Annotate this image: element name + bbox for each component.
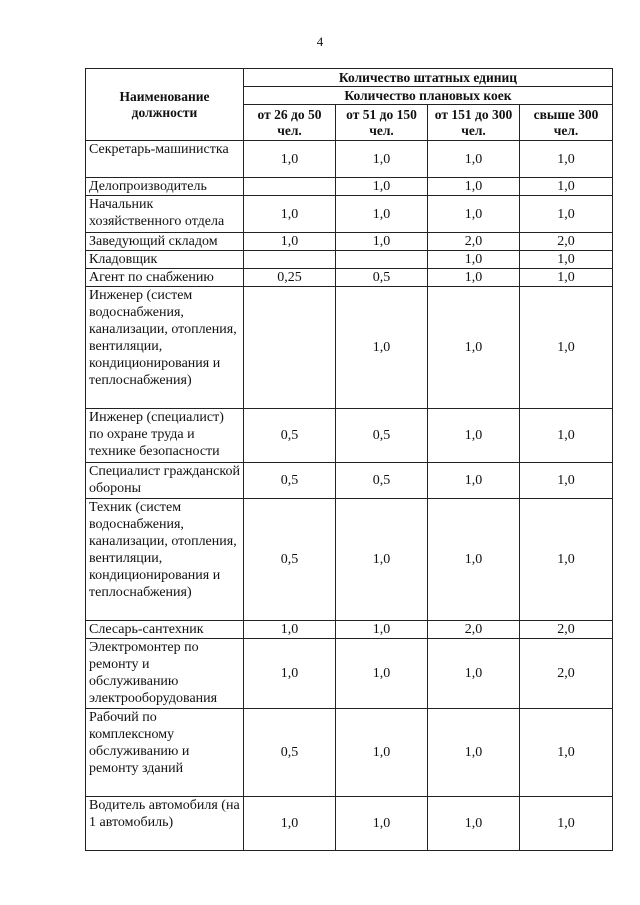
staff-value: 0,5 [336,409,428,463]
staff-value: 1,0 [520,709,613,797]
staff-value: 1,0 [520,287,613,409]
staff-value: 1,0 [428,639,520,709]
staff-value: 1,0 [428,178,520,196]
staff-value: 1,0 [520,251,613,269]
table-row [86,141,613,178]
position-name: Инженер (систем водоснабжения, канализации, отопления, вентиляции, кондиционирования и теплоснабжения) [86,287,244,409]
staff-value: 0,5 [244,499,336,621]
position-name: Электромонтер по ремонту и обслуживанию электрооборудования [86,639,244,709]
staff-value: 1,0 [428,409,520,463]
staff-value: 1,0 [520,141,613,178]
table-row [86,287,613,409]
table-row [86,797,613,851]
staff-value: 0,5 [244,463,336,499]
staff-value: 1,0 [336,499,428,621]
position-name: Делопроизводитель [86,178,244,196]
staff-value: 2,0 [428,233,520,251]
table-row [86,621,613,639]
staff-value: 1,0 [428,499,520,621]
table-row [86,251,613,269]
table-row [86,463,613,499]
staff-value: 1,0 [336,178,428,196]
staff-value: 1,0 [336,709,428,797]
staff-value: 1,0 [428,463,520,499]
staff-value: 1,0 [244,621,336,639]
position-name: Техник (систем водоснабжения, канализации, отопления, вентиляции, кондиционирования и теплоснабжения) [86,499,244,621]
staff-value: 2,0 [428,621,520,639]
position-name: Водитель автомобиля (на 1 автомобиль) [86,797,244,851]
staff-value: 1,0 [520,409,613,463]
staff-value: 1,0 [428,709,520,797]
column-header-51-150: от 51 до 150 чел. [336,105,428,141]
staff-value: 1,0 [428,251,520,269]
table-row [86,269,613,287]
position-name: Слесарь-сантехник [86,621,244,639]
staff-table [85,68,613,851]
staff-value: 1,0 [428,141,520,178]
staff-value: 1,0 [336,196,428,233]
staff-value: 1,0 [520,178,613,196]
position-name: Заведующий складом [86,233,244,251]
page-number: 4 [316,34,324,49]
table-row [86,709,613,797]
position-name: Секретарь-машинистка [86,141,244,178]
position-column-header: Наименование должности [86,69,244,141]
position-name: Специалист гражданской обороны [86,463,244,499]
staff-value: 0,25 [244,269,336,287]
staff-units-header: Количество штатных единиц [244,69,613,87]
staff-value: 1,0 [336,141,428,178]
position-name: Агент по снабжению [86,269,244,287]
staff-value: 1,0 [520,463,613,499]
staff-value: 1,0 [520,196,613,233]
staff-value: 2,0 [520,233,613,251]
table-row [86,639,613,709]
staff-value: 0,5 [244,709,336,797]
staff-value: 1,0 [336,639,428,709]
column-header-26-50: от 26 до 50 чел. [244,105,336,141]
staff-value: 1,0 [336,621,428,639]
staff-value: 1,0 [244,797,336,851]
staff-value [244,287,336,409]
staff-value: 1,0 [244,196,336,233]
staff-value: 1,0 [244,639,336,709]
position-name: Инженер (специалист) по охране труда и технике безопасности [86,409,244,463]
staff-value: 1,0 [244,233,336,251]
staff-value: 0,5 [336,463,428,499]
staff-value: 1,0 [428,196,520,233]
position-name: Кладовщик [86,251,244,269]
staff-value [244,251,336,269]
staff-value: 2,0 [520,639,613,709]
staff-value: 1,0 [244,141,336,178]
table-row [86,499,613,621]
table-row [86,409,613,463]
staff-value: 2,0 [520,621,613,639]
staff-value: 0,5 [244,409,336,463]
planned-beds-header: Количество плановых коек [244,87,613,105]
position-name: Рабочий по комплексному обслуживанию и ремонту зданий [86,709,244,797]
staff-value: 1,0 [520,269,613,287]
table-row [86,233,613,251]
staff-value: 1,0 [520,797,613,851]
staff-value: 1,0 [428,269,520,287]
staff-value: 1,0 [336,797,428,851]
staff-value: 1,0 [336,233,428,251]
table-row [86,178,613,196]
position-name: Начальник хозяйственного отдела [86,196,244,233]
staff-value [244,178,336,196]
column-header-over-300: свыше 300 чел. [520,105,613,141]
column-header-151-300: от 151 до 300 чел. [428,105,520,141]
staff-value: 0,5 [336,269,428,287]
staff-value [336,251,428,269]
staff-value: 1,0 [428,287,520,409]
staff-value: 1,0 [336,287,428,409]
staff-value: 1,0 [428,797,520,851]
table-row [86,196,613,233]
staff-value: 1,0 [520,499,613,621]
